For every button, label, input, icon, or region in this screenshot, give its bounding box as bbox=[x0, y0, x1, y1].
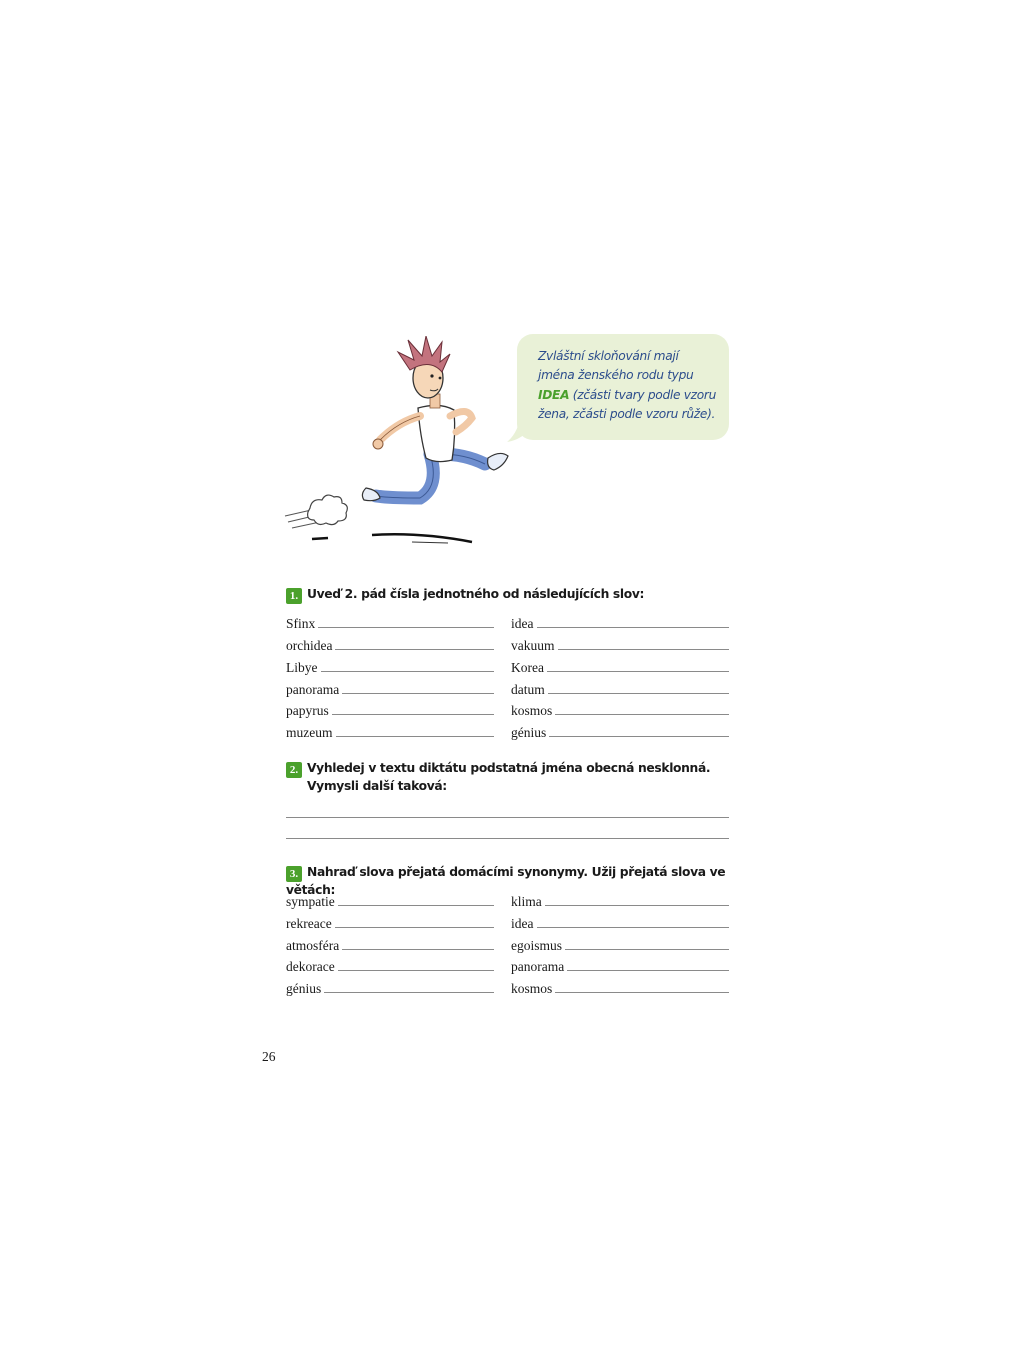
word-label: egoismus bbox=[511, 938, 563, 953]
task-3-row bbox=[511, 955, 729, 975]
answer-line[interactable] bbox=[555, 992, 729, 993]
task-3-row bbox=[286, 977, 494, 997]
bubble-line-2: jména ženského rodu typu bbox=[538, 368, 694, 383]
answer-line[interactable] bbox=[336, 736, 495, 737]
task-1-row bbox=[511, 656, 729, 676]
task-3-title: Nahraď slova přejatá domácími synonymy. Užij přejatá slova ve větách: bbox=[286, 865, 726, 897]
task-1-row bbox=[286, 678, 494, 698]
task-1-row bbox=[511, 634, 729, 654]
word-label: panorama bbox=[286, 682, 340, 697]
answer-line[interactable] bbox=[318, 627, 494, 628]
bubble-line-4: žena, zčásti podle vzoru růže). bbox=[538, 406, 716, 421]
answer-line[interactable] bbox=[338, 970, 494, 971]
running-boy-illustration bbox=[280, 336, 520, 556]
word-label: dekorace bbox=[286, 959, 335, 974]
answer-line[interactable] bbox=[537, 627, 730, 628]
answer-line[interactable] bbox=[321, 671, 495, 672]
word-label: papyrus bbox=[286, 703, 329, 718]
task-3-row bbox=[511, 890, 729, 910]
task-3-row bbox=[511, 912, 729, 932]
task-2-heading bbox=[286, 760, 736, 795]
answer-line[interactable] bbox=[332, 714, 494, 715]
word-label: Korea bbox=[511, 660, 544, 675]
answer-line[interactable] bbox=[286, 838, 729, 839]
bubble-highlight: IDEA bbox=[538, 387, 570, 402]
answer-line[interactable] bbox=[335, 927, 494, 928]
task-1-row bbox=[511, 678, 729, 698]
task-1-row bbox=[511, 699, 729, 719]
task-1-row bbox=[286, 656, 494, 676]
task-1-row bbox=[511, 721, 729, 741]
word-label: idea bbox=[511, 616, 534, 631]
task-1-row bbox=[511, 612, 729, 632]
task-3-row bbox=[286, 955, 494, 975]
word-label: Sfinx bbox=[286, 616, 316, 631]
task-1-number: 1. bbox=[286, 588, 302, 604]
task-3-number: 3. bbox=[286, 866, 302, 882]
task-3-row bbox=[511, 934, 729, 954]
word-label: klima bbox=[511, 894, 542, 909]
word-label: panorama bbox=[511, 959, 565, 974]
task-2-number: 2. bbox=[286, 762, 302, 778]
task-2-title-line-2: Vymysli další taková: bbox=[307, 779, 447, 793]
word-label: génius bbox=[286, 981, 322, 996]
answer-line[interactable] bbox=[549, 736, 729, 737]
word-label: vakuum bbox=[511, 638, 555, 653]
answer-line[interactable] bbox=[324, 992, 494, 993]
word-label: datum bbox=[511, 682, 545, 697]
answer-line[interactable] bbox=[555, 714, 729, 715]
task-3-row bbox=[286, 912, 494, 932]
answer-line[interactable] bbox=[567, 970, 729, 971]
answer-line[interactable] bbox=[537, 927, 730, 928]
task-1-row bbox=[286, 612, 494, 632]
answer-line[interactable] bbox=[548, 693, 729, 694]
task-3-row bbox=[286, 934, 494, 954]
word-label: Libye bbox=[286, 660, 318, 675]
word-label: génius bbox=[511, 725, 547, 740]
task-1-row bbox=[286, 721, 494, 741]
word-label: kosmos bbox=[511, 981, 553, 996]
answer-line[interactable] bbox=[338, 905, 494, 906]
task-1-heading bbox=[286, 586, 736, 604]
answer-line[interactable] bbox=[342, 949, 494, 950]
word-label: orchidea bbox=[286, 638, 333, 653]
answer-line[interactable] bbox=[335, 649, 494, 650]
word-label: idea bbox=[511, 916, 534, 931]
task-1-row bbox=[286, 699, 494, 719]
word-label: muzeum bbox=[286, 725, 333, 740]
answer-line[interactable] bbox=[565, 949, 729, 950]
answer-line[interactable] bbox=[342, 693, 494, 694]
page-number: 26 bbox=[262, 1049, 276, 1064]
answer-line[interactable] bbox=[545, 905, 729, 906]
word-label: rekreace bbox=[286, 916, 332, 931]
word-label: kosmos bbox=[511, 703, 553, 718]
word-label: atmosféra bbox=[286, 938, 340, 953]
task-3-row bbox=[511, 977, 729, 997]
task-1-title: Uveď 2. pád čísla jednotného od následujících slov: bbox=[307, 587, 645, 601]
answer-line[interactable] bbox=[286, 817, 729, 818]
task-1-row bbox=[286, 634, 494, 654]
speech-bubble bbox=[517, 334, 729, 440]
task-3-row bbox=[286, 890, 494, 910]
bubble-line-3: (zčásti tvary podle vzoru bbox=[569, 387, 717, 402]
task-2-title-line-1: Vyhledej v textu diktátu podstatná jména obecná nesklonná. bbox=[307, 761, 711, 775]
answer-line[interactable] bbox=[547, 671, 729, 672]
answer-line[interactable] bbox=[558, 649, 730, 650]
word-label: sympatie bbox=[286, 894, 335, 909]
bubble-line-1: Zvláštní skloňování mají bbox=[538, 349, 679, 363]
